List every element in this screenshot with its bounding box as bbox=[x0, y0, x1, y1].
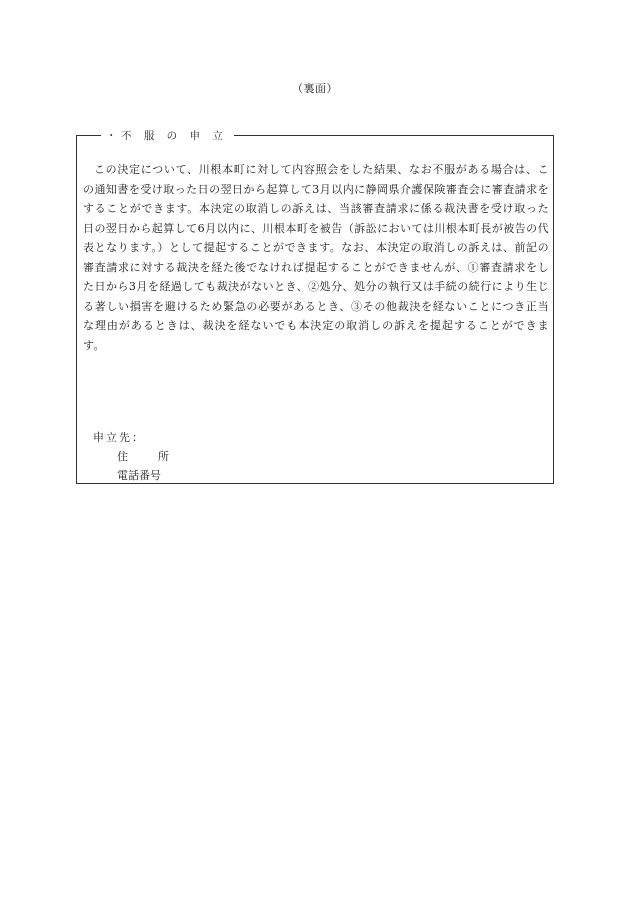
phone-row bbox=[93, 466, 199, 485]
address-label: 住所 bbox=[117, 450, 199, 463]
objection-body-text: この決定について、川根本町に対して内容照会をした結果、なお不服がある場合は、この通知書を受け取った日の翌日から起算して3月以内に静岡県介護保険審査会に審査請求をすることができます。本決定の取消しの訴えは、当該審査請求に係る裁決書を受け取った日の翌日から起算して6月以内に、川根本町を被告（訴訟においては川根本町長が被告の代表となります。）として提起することができます。なお、本決定の取消しの訴えは、前記の審査請求に対する裁決を経た後でなければ提起することができませんが、①審査請求をした日から3月を経過しても裁決がないとき、②処分、処分の執行又は手続の続行により生じる著しい損害を避けるため緊急の必要があるとき、③その他裁決を経ないことにつき正当な理由があるときは、裁決を経ないでも本決定の取消しの訴えを提起することができます。 bbox=[83, 163, 549, 352]
section-title: ・不 服 の 申 立 bbox=[101, 128, 234, 144]
objection-section bbox=[76, 130, 554, 484]
contact-block bbox=[93, 428, 199, 485]
contact-label: 申立先： bbox=[93, 431, 145, 444]
address-row bbox=[93, 447, 199, 466]
phone-label: 電話番号 bbox=[117, 469, 161, 482]
page-side-label: （裏面） bbox=[292, 82, 338, 95]
